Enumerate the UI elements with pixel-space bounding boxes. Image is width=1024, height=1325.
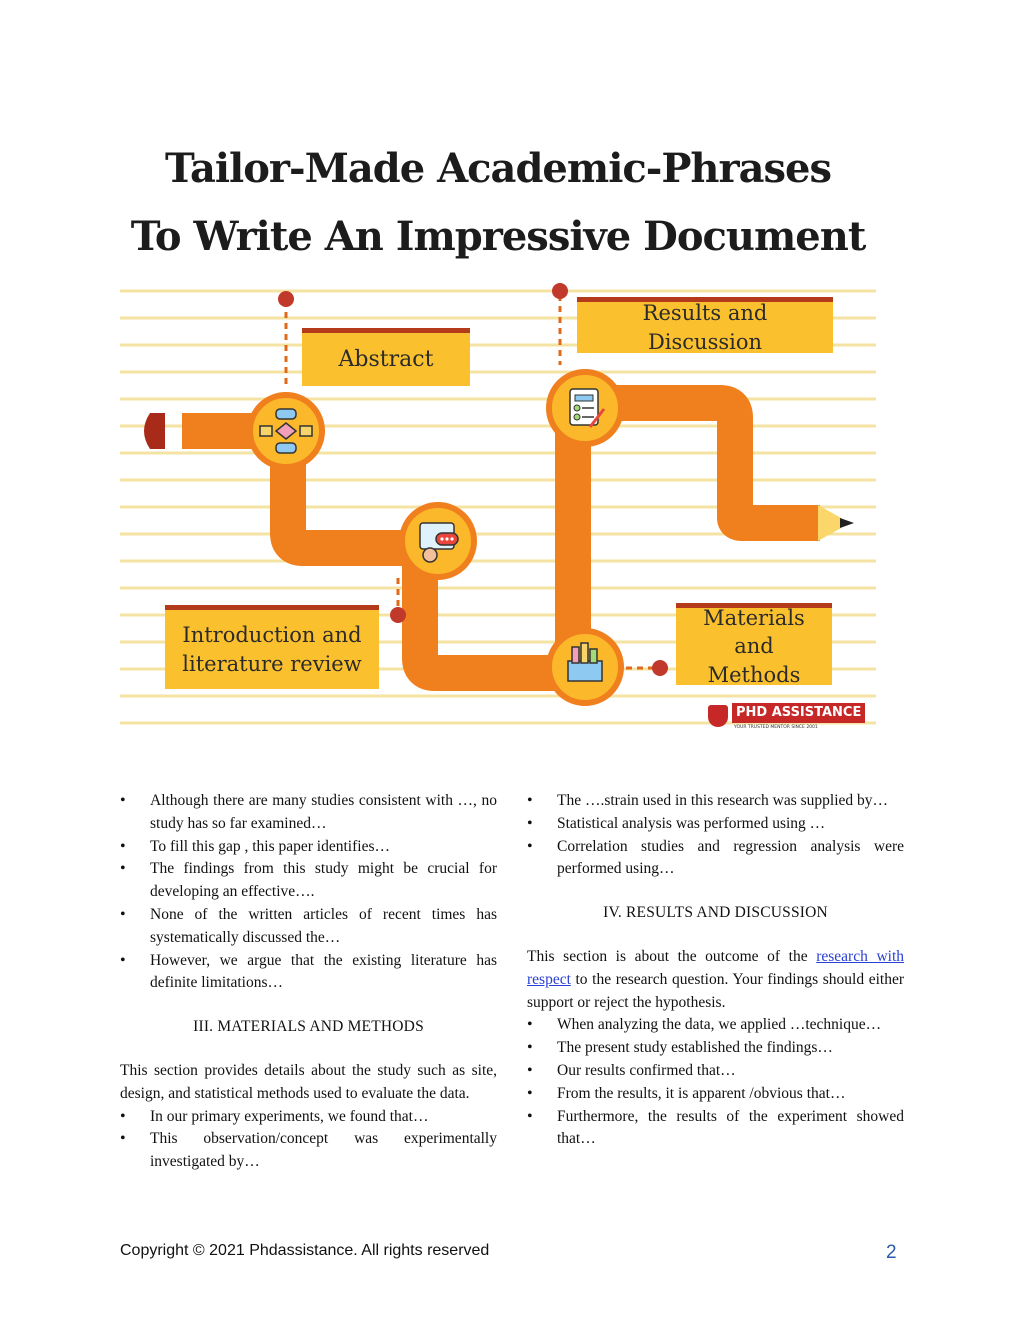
- infographic-title-line1: Tailor-Made Academic-Phrases: [165, 145, 831, 192]
- section-heading-results: IV. RESULTS AND DISCUSSION: [603, 904, 828, 922]
- infographic-title-line2: To Write An Impressive Document: [130, 213, 866, 260]
- list-item: • Correlation studies and regression analysis were performed using…: [527, 836, 904, 882]
- section-heading-materials: III. MATERIALS AND METHODS: [193, 1018, 424, 1036]
- list-item: • The present study established the findings…: [527, 1037, 904, 1060]
- left-column: [120, 790, 497, 1174]
- label-introduction: [165, 605, 379, 689]
- results-paragraph: [527, 946, 904, 1014]
- logo-tagline: YOUR TRUSTED MENTOR SINCE 2001: [734, 725, 818, 730]
- results-paragraph-start: This section is about the outcome of the: [527, 947, 817, 965]
- materials-paragraph: This section provides details about the study such as site, design, and statistical methods used to evaluate the data.: [120, 1061, 497, 1102]
- results-phrase-list: [527, 1014, 904, 1151]
- right-column: [527, 790, 904, 1151]
- list-item: • Furthermore, the results of the experiment showed that…: [527, 1106, 904, 1152]
- list-item: • When analyzing the data, we applied …technique…: [527, 1014, 904, 1037]
- list-item: • The findings from this study might be crucial for developing an effective….: [120, 858, 497, 904]
- research-link[interactable]: research with respect: [527, 947, 905, 988]
- list-item: • This observation/concept was experimentally investigated by…: [120, 1128, 497, 1174]
- checklist-icon: [549, 372, 621, 444]
- page-number: 2: [886, 1242, 897, 1263]
- footer-copyright: Copyright © 2021 Phdassistance. All rights reserved: [120, 1242, 490, 1259]
- label-results: Results and Discussion: [577, 297, 833, 353]
- label-introduction-line2: literature review: [182, 651, 362, 676]
- list-item: • Statistical analysis was performed using …: [527, 813, 904, 836]
- methods-continued-list: [527, 790, 904, 881]
- list-item: • Our results confirmed that…: [527, 1060, 904, 1083]
- label-introduction-line1: Introduction and: [182, 623, 362, 648]
- list-item: • However, we argue that the existing literature has definite limitations…: [120, 950, 497, 996]
- results-paragraph-end: to the research question. Your findings should either support or reject the hypothesis.: [527, 970, 904, 1011]
- label-materials-line1: Materials and: [703, 605, 805, 659]
- label-abstract: Abstract: [302, 328, 470, 386]
- intro-phrase-list: [120, 790, 497, 995]
- flowchart-icon: [250, 395, 322, 467]
- shield-icon: [708, 705, 728, 727]
- list-item: • Although there are many studies consistent with …, no study has so far examined…: [120, 790, 497, 836]
- list-item: • The ….strain used in this research was supplied by…: [527, 790, 904, 813]
- toolkit-icon: [549, 631, 621, 703]
- label-materials: [676, 603, 832, 685]
- logo-name: PHD ASSISTANCE: [732, 703, 865, 723]
- list-item: • In our primary experiments, we found that…: [120, 1106, 497, 1129]
- phd-assistance-logo: [708, 703, 868, 733]
- chat-icon: [402, 505, 474, 577]
- methods-phrase-list: [120, 1106, 497, 1174]
- list-item: • To fill this gap , this paper identifies…: [120, 836, 497, 859]
- list-item: • None of the written articles of recent times has systematically discussed the…: [120, 904, 497, 950]
- pencil-eraser-icon: [144, 413, 165, 449]
- infographic: [120, 135, 876, 740]
- label-materials-line2: Methods: [707, 662, 801, 687]
- list-item: • From the results, it is apparent /obvious that…: [527, 1083, 904, 1106]
